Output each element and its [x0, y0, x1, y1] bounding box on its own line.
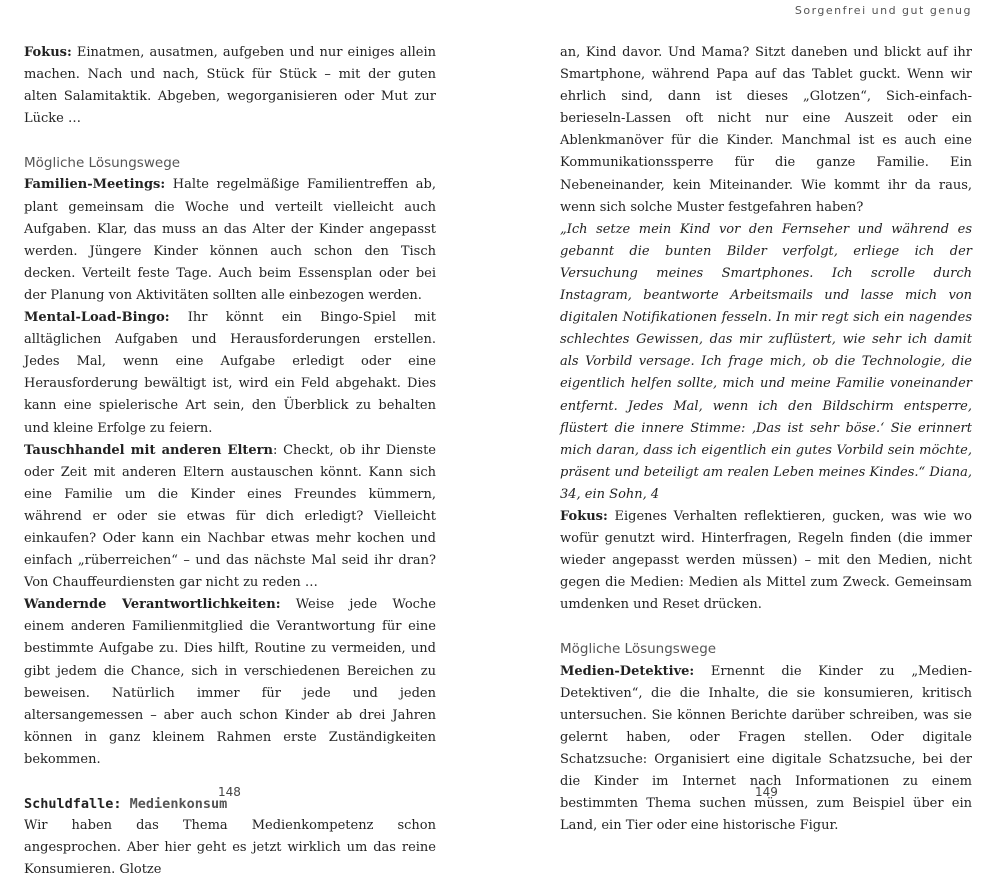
section-prefix: Schuldfalle:: [24, 796, 122, 812]
page-number-right: 149: [755, 785, 778, 799]
section-topic: Medienkonsum: [121, 796, 228, 812]
solution-item: [560, 661, 972, 838]
solution-text: Weise jede Woche einem anderen Familienmitglied die Verantwortung für eine bestimmte Aufgabe zu. Dies hilft, Routine zu vermeiden, und gibt jedem die Chance, sich in verschiedenen Bereichen zu beweisen. Natürlich immer für jede und jeden altersangemessen – aber auch schon Kinder ab drei Jahren können in ganz kleinem Rahmen erste Zuständigkeiten bekommen.: [24, 597, 436, 767]
solution-text: : Checkt, ob ihr Dienste oder Zeit mit anderen Eltern austauschen könnt. Kann sich eine Familie um die Kinder eines Freundes kümmern, während er oder sie etwas für dich erledigt? Vielleicht einkaufen? Oder kann ein Nachbar etwas mehr kochen und einfach „rüberreichen“ – und das nächste Mal seid ihr dran? Von Chauffeurdiensten gar nicht zu reden …: [24, 442, 436, 591]
solution-label: Familien-Meetings:: [24, 177, 166, 193]
solution-label: Wandernde Verantwortlichkeiten:: [24, 597, 281, 613]
focus-paragraph: [24, 42, 436, 130]
solution-text: Ihr könnt ein Bingo-Spiel mit alltäglichen Aufgaben und Herausforderungen erstellen. Jedes Mal, wenn eine Aufgabe erledigt oder eine Herausforderung bewältigt ist, wird ein Feld abgehakt. Dies kann eine spielerische Art sein, den Überblick zu behalten und kleine Erfolge zu feiern.: [24, 310, 436, 436]
solution-label: Mental-Load-Bingo:: [24, 310, 170, 326]
page-number-left: 148: [218, 785, 241, 799]
solution-label: Tauschhandel mit anderen Eltern: [24, 442, 273, 458]
right-page: [560, 42, 972, 837]
solution-item: [24, 440, 436, 595]
solutions-heading: Mögliche Lösungswege: [24, 155, 181, 172]
solution-label: Medien-Detektive:: [560, 663, 695, 679]
focus-label: Fokus:: [560, 508, 608, 524]
quote-paragraph: „Ich setze mein Kind vor den Fernseher und während es gebannt die bunten Bilder verfolgt, erliege ich der Versuchung meines Smartphones. Ich scrolle durch Instagram, beantworte Arbeitsmails und lasse mich von digitalen Notifikationen fesseln. In mir regt sich ein nagendes schlechtes Gewissen, das mir zuflüstert, wie sehr ich damit als Vorbild versage. Ich frage mich, ob die Technologie, die eigentlich helfen sollte, mich und meine Familie voneinander entfernt. Jedes Mal, wenn ich den Bildschirm entsperre, flüstert die innere Stimme: ‚Das ist sehr böse.‘ Sie erinnert mich daran, dass ich eigentlich ein gutes Vorbild sein möchte, präsent und beteiligt am realen Leben meines Kindes.“ Diana, 34, ein Sohn, 4: [560, 221, 972, 502]
focus-text: Einatmen, ausatmen, aufgeben und nur einiges allein machen. Nach und nach, Stück für Stück – mit der guten alten Salamitaktik. Abgeben, wegorganisieren oder Mut zur Lücke …: [24, 45, 436, 127]
running-header: Sorgenfrei und gut genug: [794, 4, 972, 17]
focus-text: Eigenes Verhalten reflektieren, gucken, was wie wo wofür genutzt wird. Hinterfragen, Regeln finden (die immer wieder angepasst werden müssen) – mit den Medien, nicht gegen die Medien: Medien als Mittel zum Zweck. Gemeinsam umdenken und Reset drücken.: [560, 508, 972, 613]
continuation-paragraph: an, Kind davor. Und Mama? Sitzt daneben und blickt auf ihr Smartphone, während Papa auf das Tablet guckt. Wenn wir ehrlich sind, dann ist dieses „Glotzen“, Sich-einfach-berieseln-Lassen oft nicht nur eine Auszeit oder ein Ablenkmanöver für die Kinder. Manchmal ist es auch eine Kommunikationssperre für die ganze Familie. Ein Nebeneinander, kein Miteinander. Wie kommt ihr da raus, wenn sich solche Muster festgefahren haben?: [560, 45, 972, 215]
solutions-heading: Mögliche Lösungswege: [560, 641, 717, 658]
solution-item: [24, 307, 436, 440]
section-paragraph: Wir haben das Thema Medienkompetenz schon angesprochen. Aber hier geht es jetzt wirklich um das reine Konsumieren. Glotze: [24, 818, 436, 878]
solution-item: [24, 594, 436, 771]
solution-text: Halte regelmäßige Familientreffen ab, plant gemeinsam die Woche und verteilt vielleicht auch Aufgaben. Klar, das muss an das Alter der Kinder angepasst werden. Jüngere Kinder können auch schon den Tisch decken. Verteilt feste Tage. Auch beim Essensplan oder bei der Planung von Aktivitäten sollten alle einbezogen werden.: [24, 177, 436, 303]
solution-text: Ernennt die Kinder zu „Medien-Detektiven“, die die Inhalte, die sie konsumieren, kritisch untersuchen. Sie können Berichte darüber schreiben, was sie gelernt haben, oder Fragen stellen. Oder digitale Schatzsuche: Organisiert eine digitale Schatzsuche, bei der die Kinder im Internet nach Informationen zu einem bestimmten Thema suchen müssen, zum Beispiel über ein Land, ein Tier oder eine historische Figur.: [560, 663, 972, 834]
solution-item: [24, 174, 436, 307]
focus-label: Fokus:: [24, 45, 72, 60]
focus-paragraph: [560, 506, 972, 616]
left-page: [24, 42, 436, 881]
